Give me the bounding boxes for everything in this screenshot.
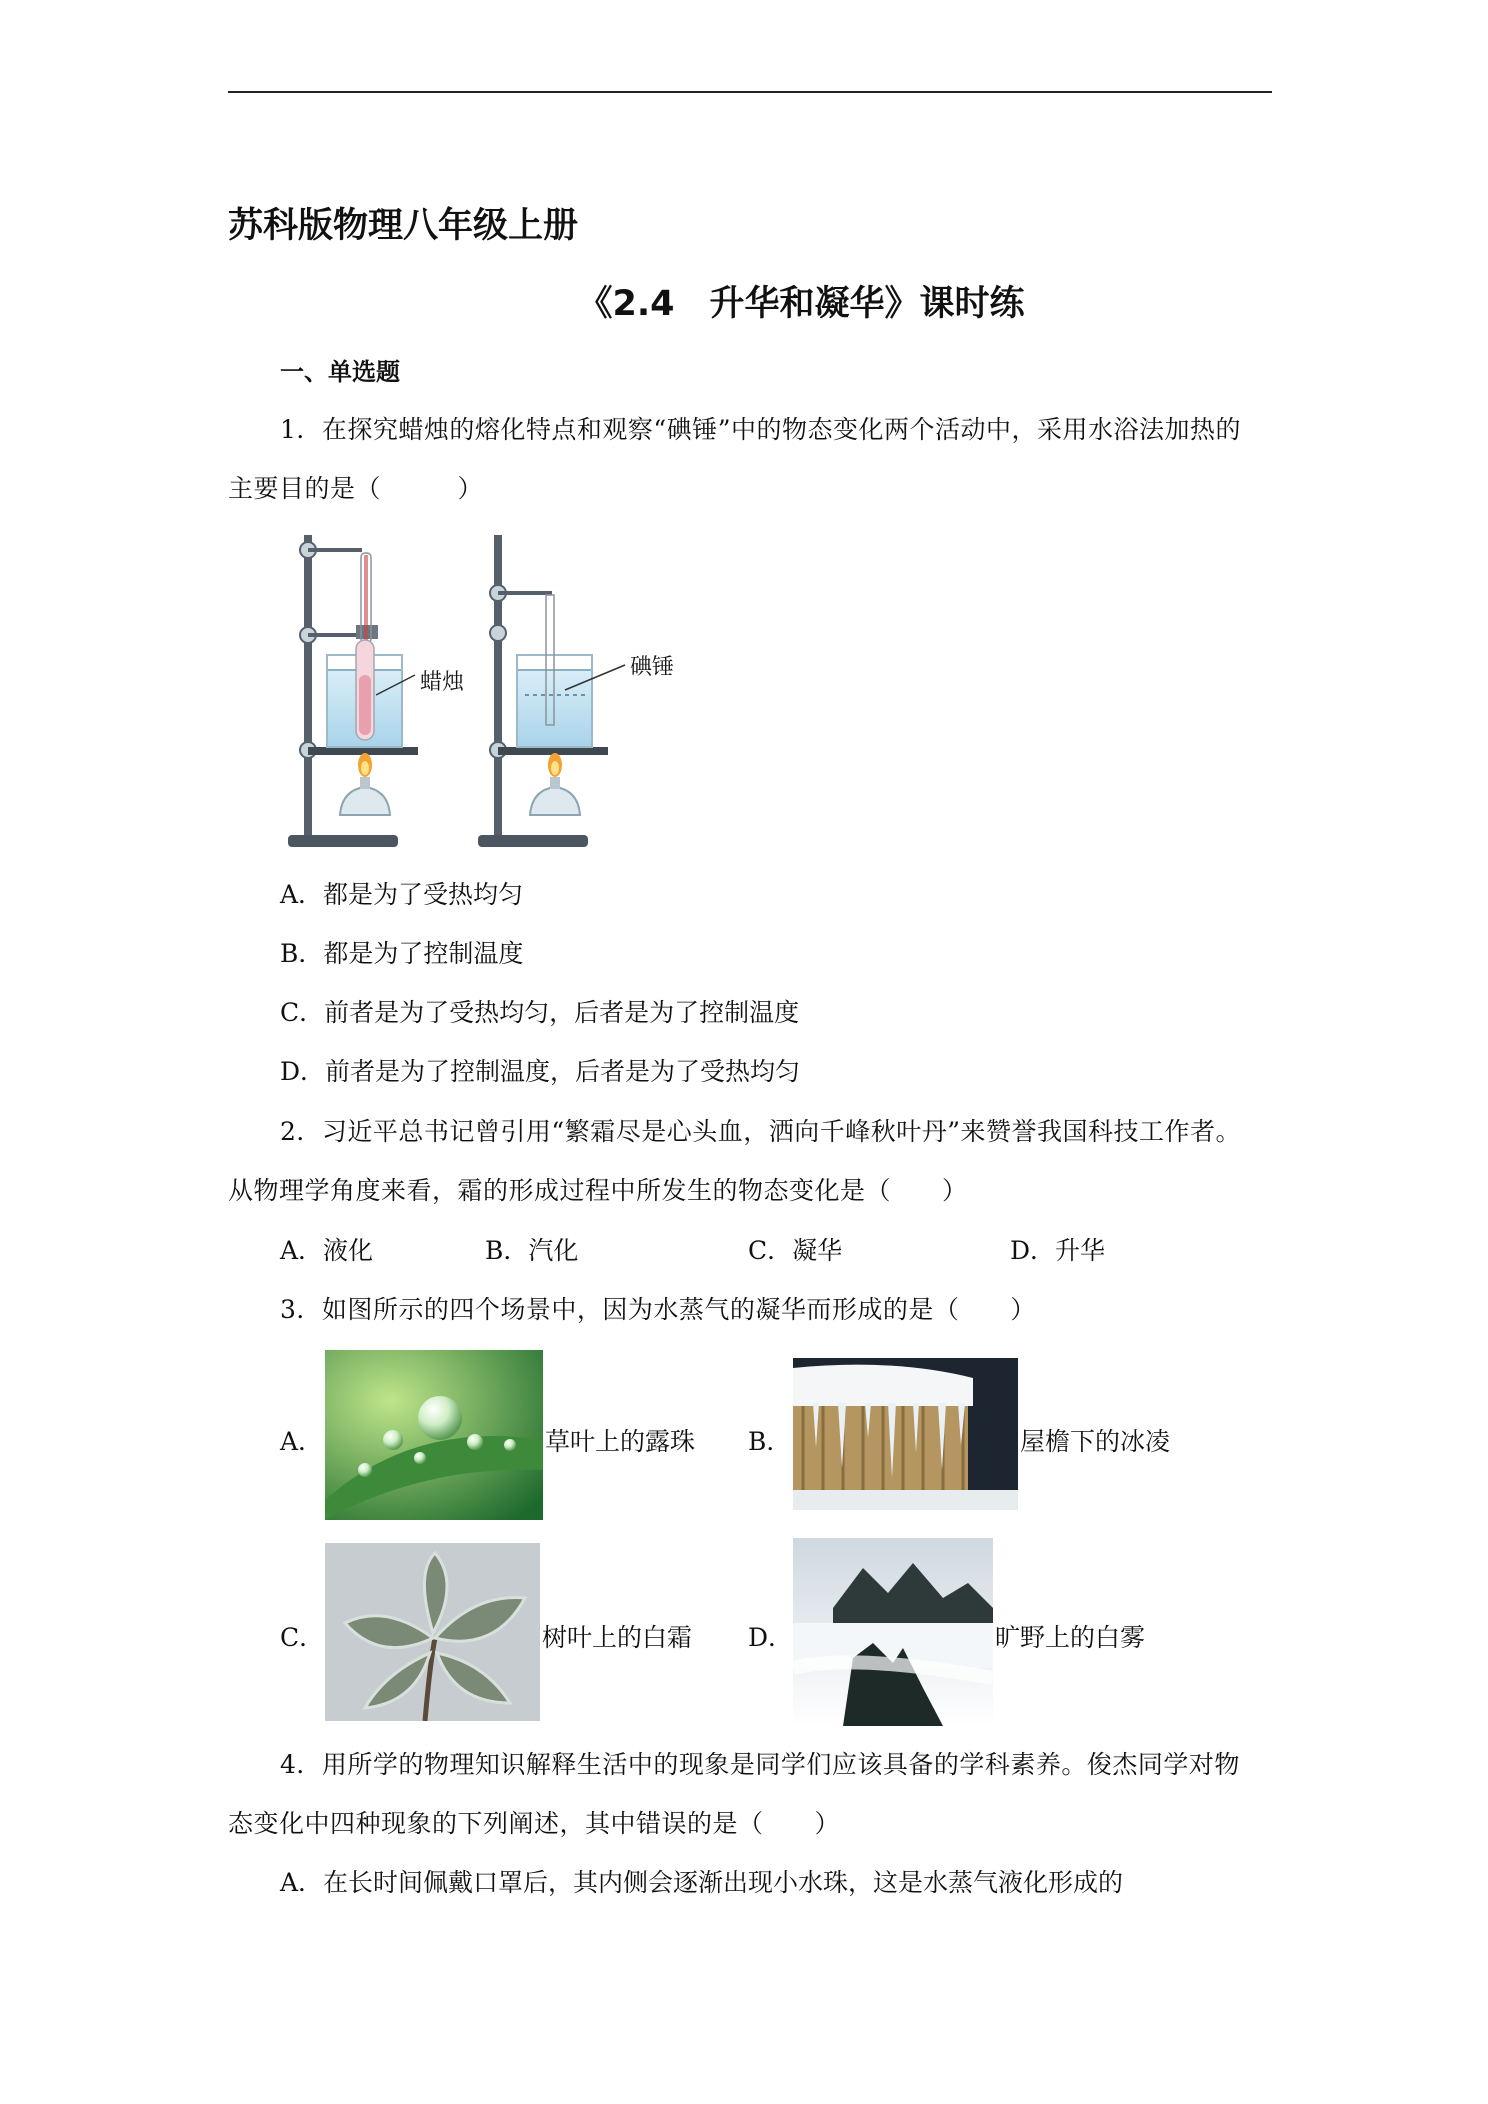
document-title: 苏科版物理八年级上册 (228, 206, 579, 246)
q3-option-c-caption: 树叶上的白霜 (542, 1623, 693, 1652)
q4-option-a: A．在长时间佩戴口罩后，其内侧会逐渐出现小水珠，这是水蒸气液化形成的 (280, 1868, 1124, 1897)
q1-apparatus-figure (280, 525, 680, 855)
q3-option-d-letter: D． (748, 1623, 794, 1652)
q4-line1: 4．用所学的物理知识解释生活中的现象是同学们应该具备的学科素养。俊杰同学对物 (280, 1750, 1240, 1779)
fog-mountains-image (793, 1538, 993, 1726)
q1-option-a: A．都是为了受热均匀 (280, 880, 524, 909)
frost-leaves-image (325, 1543, 540, 1721)
q2-line2: 从物理学角度来看，霜的形成过程中所发生的物态变化是（ ） (228, 1176, 968, 1205)
dew-drops-image (325, 1350, 543, 1520)
lesson-title: 《2.4 升华和凝华》课时练 (577, 284, 1025, 324)
candle-label: 蜡烛 (420, 670, 465, 695)
q3-option-c-letter: C． (280, 1623, 325, 1652)
q2-option-b: B．汽化 (485, 1236, 579, 1265)
q2-line1: 2．习近平总书记曾引用“繁霜尽是心头血，洒向千峰秋叶丹”来赞誉我国科技工作者。 (280, 1117, 1241, 1146)
header-rule (228, 91, 1272, 93)
apparatus-illustration (280, 525, 680, 855)
q3-option-b-caption: 屋檐下的冰凌 (1020, 1427, 1171, 1456)
section-heading: 一、单选题 (280, 358, 400, 386)
q3-line1: 3．如图所示的四个场景中，因为水蒸气的凝华而形成的是（ ） (280, 1295, 1036, 1324)
q1-line2: 主要目的是（ ） (228, 474, 484, 503)
q1-option-d: D．前者是为了控制温度，后者是为了受热均匀 (280, 1057, 801, 1086)
icicles-image (793, 1358, 1018, 1510)
q1-option-c: C．前者是为了受热均匀，后者是为了控制温度 (280, 998, 800, 1027)
q2-option-d: D．升华 (1010, 1236, 1106, 1265)
q1-option-b: B．都是为了控制温度 (280, 939, 524, 968)
q4-line2: 态变化中四种现象的下列阐述，其中错误的是（ ） (228, 1809, 841, 1838)
iodine-hammer-label: 碘锤 (630, 655, 675, 680)
q2-option-c: C．凝华 (748, 1236, 843, 1265)
q2-option-a: A．液化 (280, 1236, 374, 1265)
q3-option-b-letter: B． (748, 1427, 792, 1456)
q1-line1: 1．在探究蜡烛的熔化特点和观察“碘锤”中的物态变化两个活动中，采用水浴法加热的 (280, 415, 1241, 444)
q3-option-d-caption: 旷野上的白雾 (995, 1623, 1146, 1652)
q3-option-a-caption: 草叶上的露珠 (545, 1427, 696, 1456)
q3-option-a-letter: A． (280, 1427, 324, 1456)
